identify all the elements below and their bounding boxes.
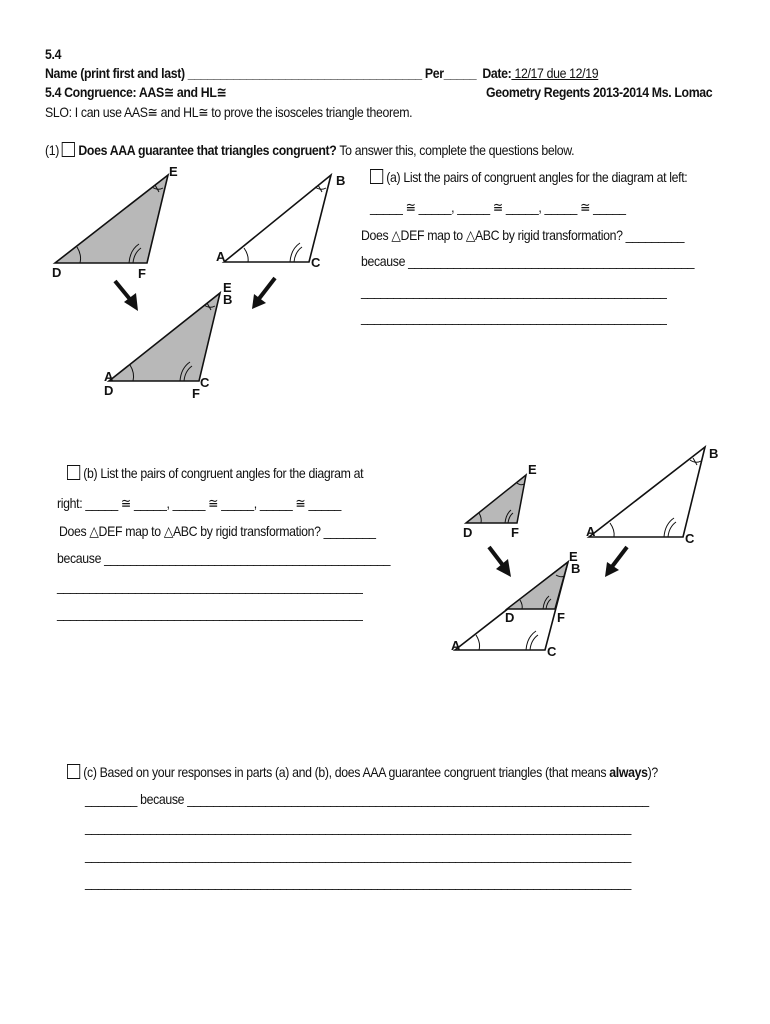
label-e-overlap-b: E	[569, 549, 578, 564]
part-c-answer-line-3[interactable]: ____________________________________________________________________________________	[85, 847, 631, 863]
part-a-prompt: (a) List the pairs of congruent angles for the diagram at left:	[386, 169, 688, 185]
label-a-a: A	[216, 249, 226, 264]
label-c-a: C	[311, 255, 321, 270]
label-d-overlap-b: D	[505, 610, 515, 625]
part-a-because[interactable]: because ____________________________________________	[361, 253, 695, 269]
per-blank[interactable]: _____	[443, 65, 477, 81]
part-a-answer-line-2[interactable]: _______________________________________________	[361, 283, 667, 299]
label-e-b: E	[528, 462, 537, 477]
date-label: Date:	[482, 65, 512, 81]
label-b-a: B	[336, 173, 346, 188]
part-b-prompt: (b) List the pairs of congruent angles for the diagram at	[83, 465, 364, 481]
label-c-b: C	[685, 531, 695, 546]
label-f-a: F	[138, 266, 146, 281]
label-c-overlap-a: C	[200, 375, 210, 390]
per-label: Per	[424, 65, 444, 81]
label-b-b: B	[709, 446, 719, 461]
label-a-overlap-a: A	[104, 369, 114, 384]
part-c-prompt-row	[67, 764, 658, 780]
part-c-prompt-end: )?	[647, 764, 658, 780]
label-a-overlap-b: A	[451, 638, 461, 653]
part-c-checkbox[interactable]	[67, 764, 80, 779]
triangle-abc-b	[589, 447, 705, 537]
part-a-answer-line-3[interactable]: _______________________________________________	[361, 309, 667, 325]
label-a-b: A	[586, 524, 596, 539]
name-blank[interactable]: ____________________________________	[187, 65, 422, 81]
course-info: Geometry Regents 2013-2014 Ms. Lomac	[486, 84, 713, 100]
label-e-overlap-a: E	[223, 280, 232, 295]
label-c-overlap-b: C	[547, 644, 557, 659]
slo-statement: SLO: I can use AAS≅ and HL≅ to prove the isosceles triangle theorem.	[45, 104, 413, 120]
part-b-because[interactable]: because ____________________________________________	[57, 550, 391, 566]
part-c-prompt-start: (c) Based on your responses in parts (a) and (b), does AAA guarantee congruent triangles (that means	[83, 764, 610, 780]
part-b-pairs[interactable]: right: _____ ≅ _____, _____ ≅ _____, _____ ≅ _____	[57, 495, 341, 511]
question-1-rest: To answer this, complete the questions below.	[339, 142, 575, 158]
part-c-answer-line-2[interactable]: ____________________________________________________________________________________	[85, 819, 631, 835]
part-c-prompt-bold: always	[609, 764, 648, 780]
part-b-answer-line-3[interactable]: _______________________________________________	[57, 605, 363, 621]
question-1-bold: Does AAA guarantee that triangles congruent?	[78, 142, 337, 158]
label-f-b: F	[511, 525, 519, 540]
name-label: Name (print first and last)	[45, 65, 185, 81]
section-number: 5.4	[45, 46, 62, 62]
label-f-overlap-a: F	[192, 386, 200, 401]
lesson-title: 5.4 Congruence: AAS≅ and HL≅	[45, 84, 227, 100]
part-c-answer-line[interactable]: ________ because _______________________________________________________________________	[85, 791, 649, 807]
arrow-down-left-b	[605, 547, 627, 577]
label-b-overlap-b: B	[571, 561, 581, 576]
part-c-answer-line-4[interactable]: ____________________________________________________________________________________	[85, 874, 631, 890]
part-b-map-question[interactable]: Does △DEF map to △ABC by rigid transformation? ________	[59, 523, 376, 539]
label-f-overlap-b: F	[557, 610, 565, 625]
arrow-down-right-b	[489, 547, 511, 577]
part-b-answer-line-2[interactable]: _______________________________________________	[57, 578, 363, 594]
date-value: 12/17 due 12/19	[511, 65, 599, 81]
label-e-a: E	[169, 164, 178, 179]
question-1-number: (1)	[45, 142, 60, 158]
label-b-overlap-a: B	[223, 292, 233, 307]
part-a-pairs[interactable]: _____ ≅ _____, _____ ≅ _____, _____ ≅ _____	[370, 199, 626, 215]
part-a-map-question[interactable]: Does △DEF map to △ABC by rigid transformation? _________	[361, 227, 685, 243]
label-d-a: D	[52, 265, 62, 280]
label-d-overlap-a: D	[104, 383, 114, 398]
triangle-overlap-b	[455, 562, 568, 650]
triangle-def-b	[466, 475, 526, 523]
label-d-b: D	[463, 525, 473, 540]
